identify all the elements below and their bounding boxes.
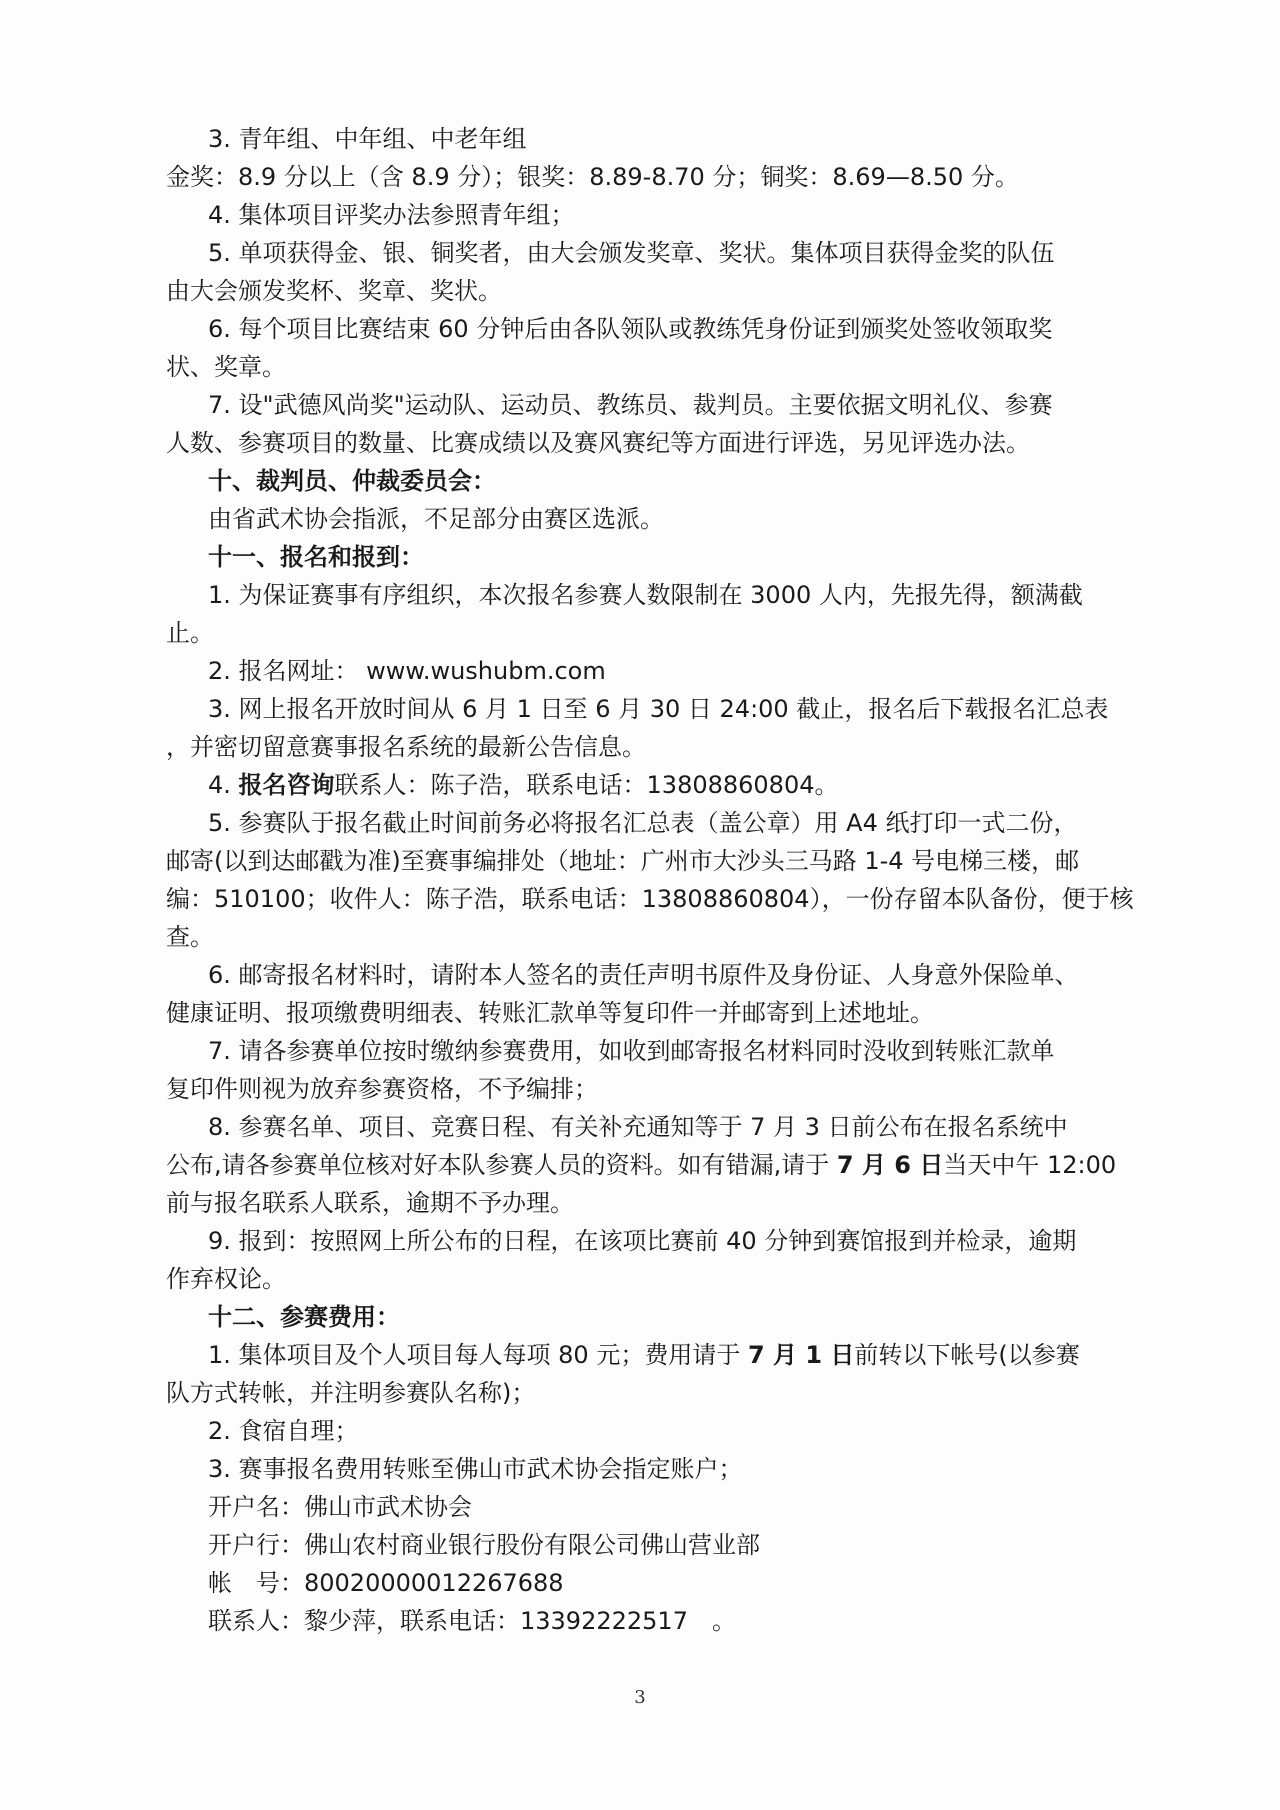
text-line: 6. 邮寄报名材料时，请附本人签名的责任声明书原件及身份证、人身意外保险单、 — [208, 961, 1079, 989]
text-line: 公布,请各参赛单位核对好本队参赛人员的资料。如有错漏,请于 7 月 6 日当天中午 12:00 — [166, 1151, 1117, 1179]
text-line: 3. 赛事报名费用转账至佛山市武术协会指定账户； — [208, 1455, 743, 1483]
text-line: 4. 集体项目评奖办法参照青年组； — [208, 201, 575, 229]
document-body — [166, 120, 1136, 1640]
text-line: 3. 青年组、中年组、中老年组 — [208, 125, 527, 153]
text-line: 前与报名联系人联系，逾期不予办理。 — [166, 1189, 574, 1217]
text-line: 帐 号：80020000012267688 — [208, 1569, 564, 1597]
text-line: 由大会颁发奖杯、奖章、奖状。 — [166, 277, 502, 305]
text-line: 编：510100；收件人：陈子浩，联系电话：13808860804），一份存留本队备份，便于核 — [166, 885, 1134, 913]
text-line: 2. 报名网址： www.wushubm.com — [208, 657, 606, 685]
section-heading: 十一、报名和报到： — [208, 543, 424, 571]
text-line: 复印件则视为放弃参赛资格，不予编排； — [166, 1075, 598, 1103]
text-line: 9. 报到：按照网上所公布的日程，在该项比赛前 40 分钟到赛馆报到并检录，逾期 — [208, 1227, 1077, 1255]
text-line: 金奖：8.9 分以上（含 8.9 分）；银奖：8.89-8.70 分；铜奖：8.69—8.50 分。 — [166, 163, 1019, 191]
text-line: 查。 — [166, 923, 214, 951]
text-line: 8. 参赛名单、项目、竞赛日程、有关补充通知等于 7 月 3 日前公布在报名系统中 — [208, 1113, 1068, 1141]
text-line: 3. 网上报名开放时间从 6 月 1 日至 6 月 30 日 24:00 截止，报名后下载报名汇总表 — [208, 695, 1109, 723]
text-line: 2. 食宿自理； — [208, 1417, 359, 1445]
text-line: 状、奖章。 — [166, 353, 286, 381]
text-line: 人数、参赛项目的数量、比赛成绩以及赛风赛纪等方面进行评选，另见评选办法。 — [166, 429, 1030, 457]
section-heading: 十二、参赛费用： — [208, 1303, 400, 1331]
text-line: 4. 报名咨询联系人：陈子浩，联系电话：13808860804。 — [208, 771, 839, 799]
text-line: 6. 每个项目比赛结束 60 分钟后由各队领队或教练凭身份证到颁奖处签收领取奖 — [208, 315, 1053, 343]
text-line: 邮寄(以到达邮戳为准)至赛事编排处（地址：广州市大沙头三马路 1-4 号电梯三楼，邮 — [166, 847, 1080, 875]
text-line: 开户名：佛山市武术协会 — [208, 1493, 472, 1521]
text-line: 作弃权论。 — [166, 1265, 286, 1293]
text-line: 5. 参赛队于报名截止时间前务必将报名汇总表（盖公章）用 A4 纸打印一式二份， — [208, 809, 1078, 837]
text-line: 健康证明、报项缴费明细表、转账汇款单等复印件一并邮寄到上述地址。 — [166, 999, 934, 1027]
text-line: 7. 设"武德风尚奖"运动队、运动员、教练员、裁判员。主要依据文明礼仪、参赛 — [208, 391, 1053, 419]
text-line: 1. 集体项目及个人项目每人每项 80 元；费用请于 7 月 1 日前转以下帐号(以参赛 — [208, 1341, 1080, 1369]
section-heading: 十、裁判员、仲裁委员会： — [208, 467, 496, 495]
text-line: 止。 — [166, 619, 214, 647]
text-line: 队方式转帐，并注明参赛队名称)； — [166, 1379, 536, 1407]
text-line: 开户行：佛山农村商业银行股份有限公司佛山营业部 — [208, 1531, 760, 1559]
text-line: 5. 单项获得金、银、铜奖者，由大会颁发奖章、奖状。集体项目获得金奖的队伍 — [208, 239, 1055, 267]
text-line: 联系人：黎少萍，联系电话：13392222517 。 — [208, 1607, 736, 1635]
page-number: 3 — [634, 1687, 646, 1708]
text-line: ，并密切留意赛事报名系统的最新公告信息。 — [166, 733, 646, 761]
text-line: 7. 请各参赛单位按时缴纳参赛费用，如收到邮寄报名材料同时没收到转账汇款单 — [208, 1037, 1055, 1065]
text-line: 1. 为保证赛事有序组织，本次报名参赛人数限制在 3000 人内，先报先得，额满截 — [208, 581, 1083, 609]
text-line: 由省武术协会指派，不足部分由赛区选派。 — [208, 505, 664, 533]
